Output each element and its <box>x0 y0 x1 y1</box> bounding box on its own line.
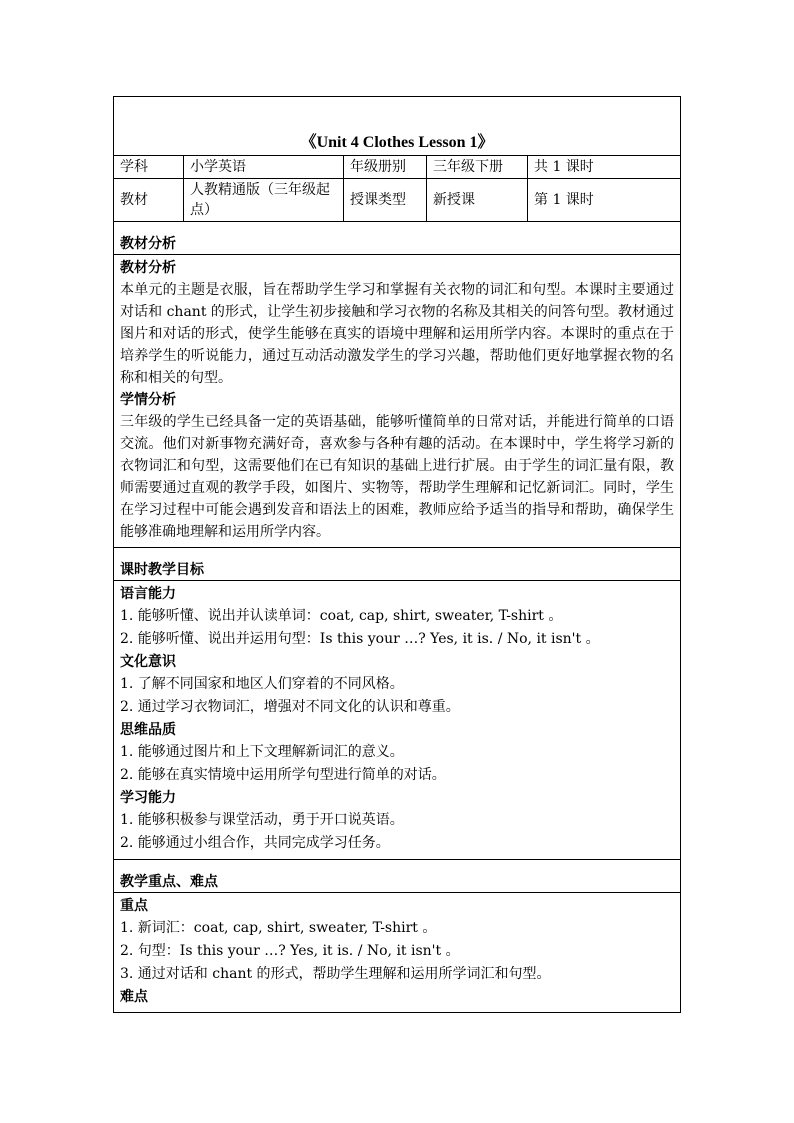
culture-item: 2. 通过学习衣物词汇，增强对不同文化的认识和尊重。 <box>120 699 460 715</box>
objectives-header-row <box>114 548 681 581</box>
student-analysis-text: 三年级的学生已经具备一定的英语基础，能够听懂简单的日常对话，并能进行简单的口语交流。他们对新事物充满好奇，喜欢参与各种有趣的活动。在本课时中，学生将学习新的衣物词汇和句型，这需要他们在已有知识的基础上进行扩展。由于学生的词汇量有限，教师需要通过直观的教学手段，如图片、实物等，帮助学生理解和记忆新词汇。同时，学生在学习过程中可能会遇到发音和语法上的困难，教师应给予适当的指导和帮助，确保学生能够准确地理解和运用所学内容。 <box>120 414 675 540</box>
grade-label: 年级册别 <box>344 156 427 179</box>
cultural-awareness-heading: 文化意识 <box>120 654 176 670</box>
lesson-type-label: 授课类型 <box>344 179 427 222</box>
analysis-content <box>114 255 681 548</box>
lesson-plan-page <box>113 96 680 1013</box>
objectives-heading: 课时教学目标 <box>114 548 681 581</box>
lesson-title: 《Unit 4 Clothes Lesson 1》 <box>114 97 681 156</box>
language-ability-heading: 语言能力 <box>120 586 176 602</box>
key-points-heading: 教学重点、难点 <box>114 860 681 893</box>
learning-ability-heading: 学习能力 <box>120 790 176 806</box>
grade-value: 三年级下册 <box>427 156 528 179</box>
lesson-number: 第 1 课时 <box>528 179 681 222</box>
key-points-content-row <box>114 893 681 1013</box>
difficulty-heading: 难点 <box>120 989 148 1005</box>
analysis-header-row <box>114 222 681 255</box>
info-row-2 <box>114 179 681 222</box>
textbook-analysis-heading: 教材分析 <box>120 260 176 276</box>
thinking-item: 2. 能够在真实情境中运用所学句型进行简单的对话。 <box>120 767 446 783</box>
thinking-item: 1. 能够通过图片和上下文理解新词汇的意义。 <box>120 744 404 760</box>
focus-item: 2. 句型：Is this your …? Yes, it is. / No, it isn't 。 <box>120 943 460 959</box>
focus-item: 3. 通过对话和 chant 的形式，帮助学生理解和运用所学词汇和句型。 <box>120 966 551 982</box>
learning-item: 2. 能够通过小组合作，共同完成学习任务。 <box>120 835 390 851</box>
focus-item: 1. 新词汇：coat, cap, shirt, sweater, T-shirt 。 <box>120 920 437 936</box>
analysis-heading: 教材分析 <box>114 222 681 255</box>
language-item: 2. 能够听懂、说出并运用句型：Is this your …? Yes, it is. / No, it isn't 。 <box>120 631 600 647</box>
subject-label: 学科 <box>114 156 184 179</box>
info-row-1 <box>114 156 681 179</box>
focus-heading: 重点 <box>120 898 148 914</box>
textbook-analysis-text: 本单元的主题是衣服，旨在帮助学生学习和掌握有关衣物的词汇和句型。本课时主要通过对话和 chant 的形式，让学生初步接触和学习衣物的名称及其相关的问答句型。教材通过图片和对话的形式，使学生能够在真实的语境中理解和运用所学内容。本课时的重点在于培养学生的听说能力，通过互动活动激发学生的学习兴趣，帮助他们更好地掌握衣物的名称和相关的句型。 <box>120 282 675 386</box>
total-hours: 共 1 课时 <box>528 156 681 179</box>
analysis-content-row <box>114 255 681 548</box>
student-analysis-heading: 学情分析 <box>120 392 176 408</box>
objectives-content <box>114 581 681 860</box>
language-item: 1. 能够听懂、说出并认读单词：coat, cap, shirt, sweater, T-shirt 。 <box>120 608 563 624</box>
key-points-content <box>114 893 681 1013</box>
textbook-value: 人教精通版（三年级起点） <box>184 179 344 222</box>
culture-item: 1. 了解不同国家和地区人们穿着的不同风格。 <box>120 676 404 692</box>
learning-item: 1. 能够积极参与课堂活动，勇于开口说英语。 <box>120 812 404 828</box>
textbook-label: 教材 <box>114 179 184 222</box>
key-points-header-row <box>114 860 681 893</box>
title-row <box>114 97 681 156</box>
lesson-plan-table <box>113 96 681 1013</box>
subject-value: 小学英语 <box>184 156 344 179</box>
objectives-content-row <box>114 581 681 860</box>
thinking-quality-heading: 思维品质 <box>120 722 176 738</box>
lesson-type-value: 新授课 <box>427 179 528 222</box>
